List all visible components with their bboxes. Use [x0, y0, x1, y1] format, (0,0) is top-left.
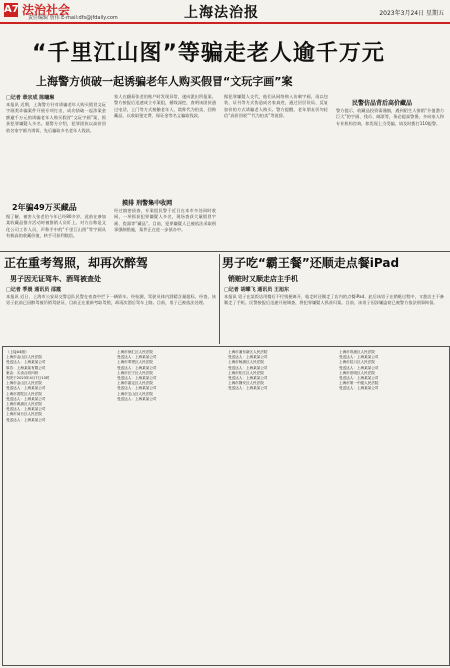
notice-line: 受送达人：上海某某公司 — [117, 365, 157, 370]
notice-line: 受送达人：上海某某公司 — [6, 396, 46, 401]
main-byline: □记者 章宗成 陈曦琳 — [6, 95, 55, 101]
notice-line: 受送达人：上海某某公司 — [6, 417, 46, 422]
notice-line: 受送达人：上海某某公司 — [228, 365, 268, 370]
notice-line: 上海市黄浦区人民法院 — [6, 402, 42, 407]
notice-line: 上海市青浦区人民法院 — [339, 350, 375, 354]
article-subheading-3: 民警仿品背后高价藏品 — [352, 100, 413, 107]
notice-line: 上海市普陀区人民法院 — [6, 391, 42, 396]
notice-line: 判决于2023年4月7日10时 — [6, 376, 50, 381]
notice-line: 受送达人：上海某某公司 — [117, 386, 157, 391]
story-left-title: 正在重考驾照，却再次醉驾 — [4, 256, 149, 270]
notice-line: 受送达人：上海某某公司 — [117, 396, 157, 401]
notice-line: 上海市徐汇区人民法院 — [117, 350, 153, 354]
notice-line: 上海市嘉定区人民法院 — [117, 381, 153, 386]
notice-line: 受送达人：上海某某公司 — [6, 360, 46, 365]
notice-line: 案由：买卖合同纠纷 — [6, 370, 39, 375]
story-left-body: 本报讯 近日，上海市公安局交警总队民警在夜查中拦下一辆轿车。经检测，驾驶员体内酒精含量超标。经查，该男子此前已因醉驾被吊销驾驶证，目前正在重新考取驾照，却再次酒后驾车上路。目前，男子已被依法处理。 — [6, 294, 216, 306]
article-col-3: 据犯罪嫌疑人交代，他们从网络购入仿制字画，再以包装、证书等方式伪造成名家真迹，通过层层设局、反复加价的方式诱骗老人购买。警方提醒，老年朋友切勿轻信“高价回收”“代为拍卖”等说辞。 — [224, 94, 328, 119]
notice-line: 受送达人：上海某某公司 — [339, 365, 379, 370]
notice-line: 受送达人：上海某某公司 — [339, 355, 379, 360]
notice-line: 上海市崇明区人民法院 — [339, 370, 375, 375]
notice-line: 上海市浦东新区人民法院 — [228, 350, 268, 354]
article-col-2b: 经过缜密侦查，专案组民警于近日在本市多处同时收网，一举抓获犯罪嫌疑人多名，现场查获大量假冒字画、瓷器等“藏品”。目前，犯罪嫌疑人已被依法采取刑事强制措施，案件正在进一步侦办中。 — [114, 208, 216, 233]
article-subheading-1: 2年骗49万买藏品 — [12, 203, 77, 212]
notice-column-4 — [339, 350, 442, 662]
article-col-1: 本报讯 近期，上海警方针对诱骗老年人购买假冒文玩字画类诈骗案件开展专项打击，成功侦破一起涉案金额逾千万元的诱骗老年人购买假冒“文玩字画”案，抓获犯罪嫌疑人多名。据警方介绍，犯罪团伙以高价回收名家字画为诱饵，先后骗取多名老年人钱款。 — [6, 102, 106, 133]
notice-line: 受送达人：上海某某公司 — [6, 386, 46, 391]
notice-line: 受送达人：上海某某公司 — [117, 376, 157, 381]
notice-line: 受送达人：上海某某公司 — [339, 386, 379, 391]
notice-line: 上海市第一中级人民法院 — [339, 381, 379, 386]
story-right-byline: □记者 胡蝶飞 通讯员 王旭东 — [224, 287, 289, 293]
notice-line: 上海市奉贤区人民法院 — [117, 360, 153, 365]
article-subheading-2: 摸排 刑警集中收网 — [122, 200, 173, 207]
notice-line: 上海市杨浦区人民法院 — [228, 360, 264, 365]
story-left-byline: □记者 季晨 通讯员 邵霞 — [6, 287, 61, 293]
notice-line: 上海市金山区人民法院 — [6, 381, 42, 386]
notice-column-2 — [117, 350, 220, 662]
notice-line: （上接A4版） — [6, 350, 29, 354]
notice-line: 受送达人：上海某某公司 — [339, 376, 379, 381]
notice-line: 上海市宝山区人民法院 — [117, 391, 153, 396]
article-col-1b: 据了解，被害人张老伯今年已经80多岁，此前在参加某收藏品推介活动时被推销人员盯上。对方自称是文化公司工作人员，声称手中的“千里江山图”等字画具有极高的收藏价值，转手可获利数倍。 — [6, 214, 106, 239]
notice-line: 上海市虹口区人民法院 — [339, 360, 375, 365]
section-divider — [0, 251, 450, 252]
notice-line: 受送达人：上海某某公司 — [228, 376, 268, 381]
notice-line: 受送达人：上海某某公司 — [228, 386, 268, 391]
page-header — [0, 0, 450, 24]
section-title: 法治社会 — [22, 3, 71, 17]
main-subhead: 上海警方侦破一起诱骗老年人购买假冒“文玩字画”案 — [36, 75, 293, 88]
notice-line: 上海市金山区人民法院 — [6, 355, 42, 360]
notice-line: 受送达人：上海某某公司 — [117, 355, 157, 360]
article-col-4: 警方提示，收藏品投资需谨慎，遇到陌生人推销“升值潜力巨大”的字画、钱币、邮票等，务必提高警惕，多向家人和专业机构咨询，如发现上当受骗，请及时拨打110报警。 — [336, 108, 444, 126]
story-right-title: 男子吃“霸王餐”还顺走点餐iPad — [222, 256, 400, 270]
notice-column-1 — [6, 350, 109, 662]
notice-line: 上海市长宁区人民法院 — [117, 370, 153, 375]
issue-date: 2023年3月24日 星期五 — [379, 10, 444, 17]
story-right-subtitle: 销赃时又顺走店主手机 — [228, 275, 298, 283]
notice-line: 受送达人：上海某某公司 — [6, 407, 46, 412]
article-col-2: 家人在翻看张老伯账户时发现异常，遂向派出所报案。警方接报后迅速成立专案组，循线深挖，查明该团伙通过电话、上门等方式接触老年人，谎称代为拍卖、回购藏品，以收取鉴定费、保证金等名义骗取钱款。 — [114, 94, 216, 119]
story-left-subtitle: 男子因无证驾车、酒驾被查处 — [10, 275, 101, 283]
notice-column-3 — [228, 350, 331, 662]
masthead: 上海法治报 — [184, 5, 259, 21]
main-headline: “千里江山图”等骗走老人逾千万元 — [32, 41, 385, 66]
column-divider — [219, 254, 220, 344]
story-right-body: 本报讯 男子在某饭店用餐后不付钱便离开，临走时还顺走了店内的点餐iPad。此后该男子在销赃过程中，又趁店主不备顺走了手机。民警接报后迅速开展调查，将犯罪嫌疑人抓获归案。目前，该男子因涉嫌盗窃已被警方依法刑事拘留。 — [224, 294, 444, 306]
section-logo: A7 — [4, 4, 19, 15]
notice-line: 上海市闵行区人民法院 — [6, 412, 42, 417]
notice-line: 原告：上海某某有限公司 — [6, 365, 46, 370]
section-editors: 责任编辑 詹伟 E-mail:dfs@jfdaily.com — [28, 15, 118, 21]
notice-line: 上海市静安区人民法院 — [228, 381, 264, 386]
notice-line: 受送达人：上海某某公司 — [228, 355, 268, 360]
notice-line: 上海市松江区人民法院 — [228, 370, 264, 375]
